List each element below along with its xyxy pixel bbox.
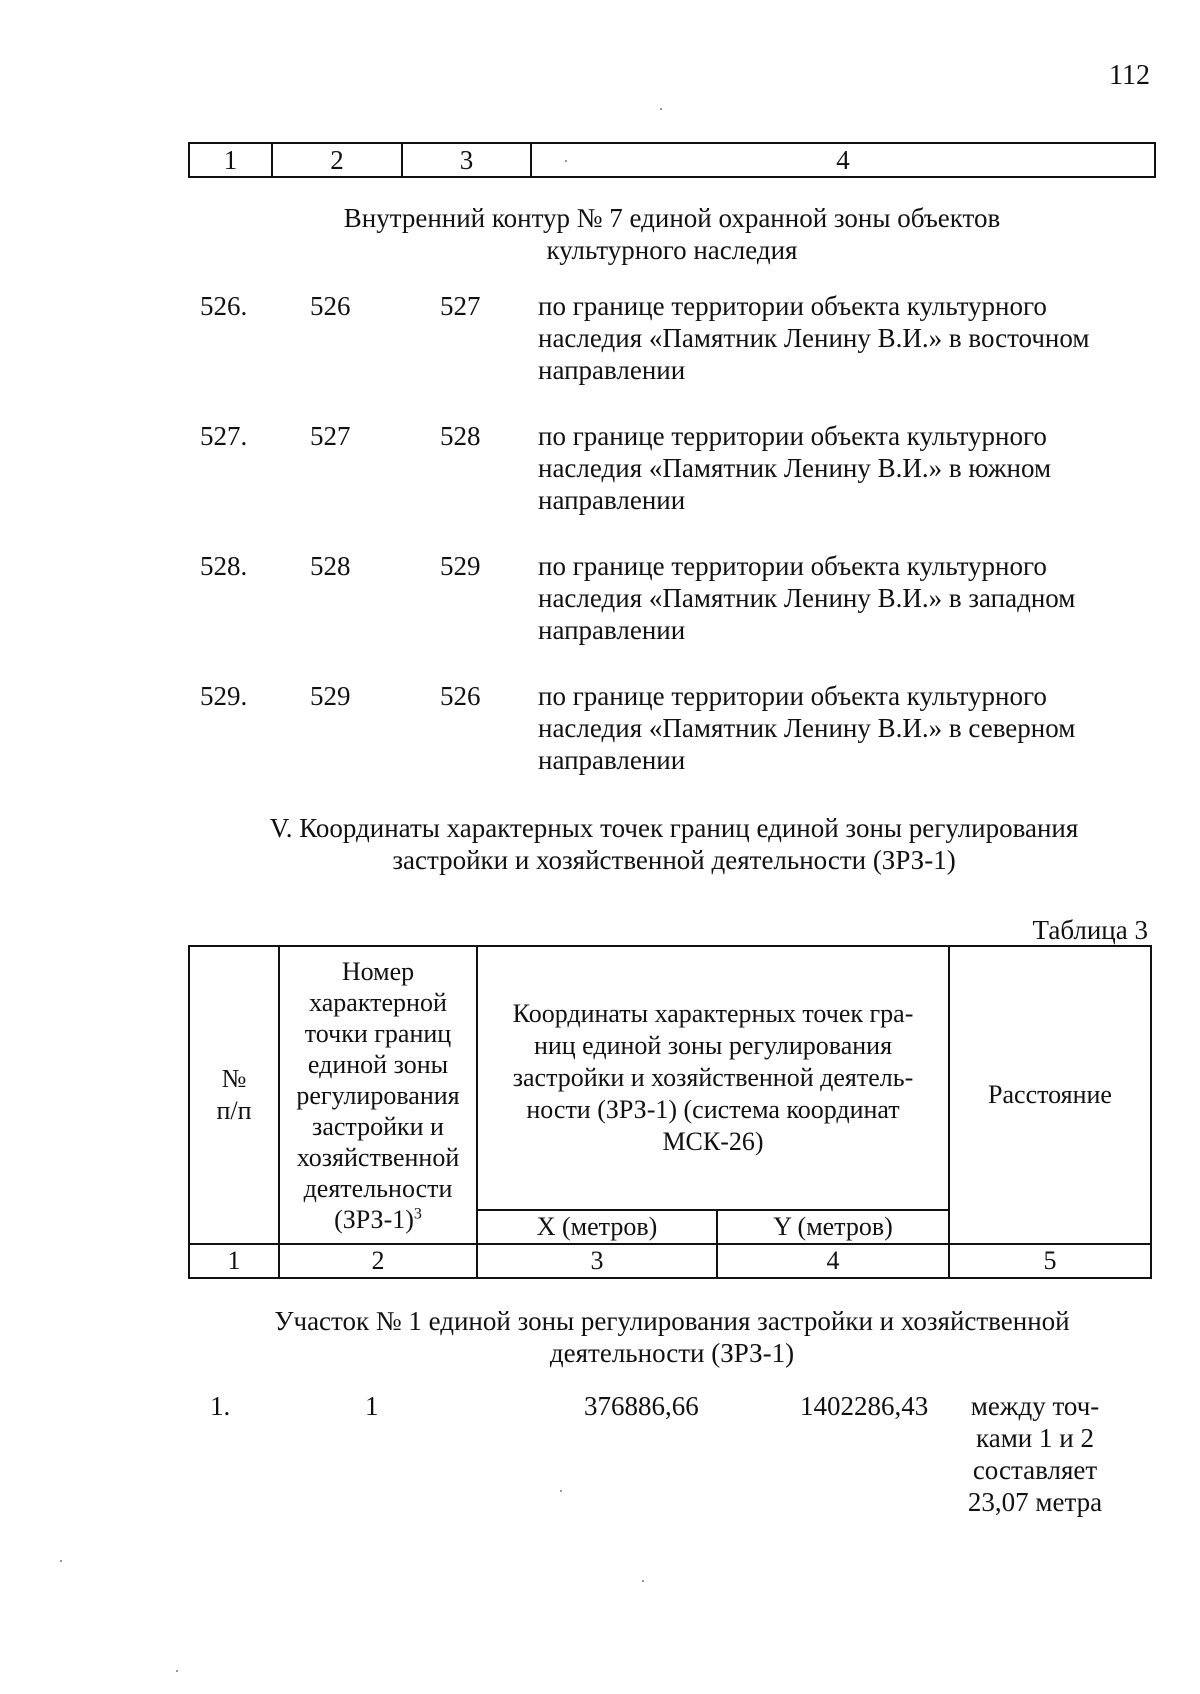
contour-title: Внутренний контур № 7 единой охранной зоны объектов культурного наследия bbox=[343, 203, 1001, 265]
row-x-coordinate: 376886,66 bbox=[584, 1391, 699, 1421]
header-cell-distance: Расстояние bbox=[949, 946, 1151, 1244]
column-number-3: 3 bbox=[402, 143, 531, 177]
row-y-coordinate: 1402286,43 bbox=[800, 1391, 929, 1421]
header-cell-number: № п/п bbox=[189, 946, 279, 1244]
segment-description: по границе территории объекта культурного наследия «Памятник Ленину В.И.» в западном направлении bbox=[538, 551, 1076, 645]
column-number-cell: 2 bbox=[279, 1244, 477, 1278]
row-number: 1. bbox=[210, 1391, 231, 1421]
scan-speck bbox=[60, 1560, 62, 1562]
page-number: 112 bbox=[1109, 60, 1150, 91]
segment-from-point: 526 bbox=[310, 291, 351, 321]
segment-from-point: 528 bbox=[310, 551, 351, 581]
scan-speck bbox=[560, 1490, 562, 1492]
scan-speck bbox=[176, 1670, 178, 1672]
column-number-2: 2 bbox=[272, 143, 402, 177]
segment-number: 526. bbox=[200, 291, 248, 321]
segment-description: по границе территории объекта культурного наследия «Памятник Ленину В.И.» в южном направлении bbox=[538, 421, 1052, 515]
scan-speck bbox=[565, 160, 567, 162]
column-number-cell: 3 bbox=[477, 1244, 717, 1278]
column-number-row bbox=[188, 142, 1156, 178]
coordinates-table-header bbox=[188, 945, 1152, 1279]
segment-to-point: 527 bbox=[440, 291, 481, 321]
scan-speck bbox=[660, 108, 662, 110]
scan-speck bbox=[642, 1580, 644, 1582]
table-label: Таблица 3 bbox=[1032, 915, 1148, 945]
header-cell-coordinates: Координаты характерных точек гра- ниц единой зоны регулирования застройки и хозяйственной деятель- ности (ЗРЗ-1) (система координат МСК-26) bbox=[477, 946, 949, 1210]
column-number-cell: 4 bbox=[717, 1244, 949, 1278]
segment-to-point: 526 bbox=[440, 681, 481, 711]
segment-description: по границе территории объекта культурного наследия «Памятник Ленину В.И.» в восточном направлении bbox=[538, 291, 1090, 385]
segment-from-point: 529 bbox=[310, 681, 351, 711]
segment-number: 529. bbox=[200, 681, 248, 711]
column-number-cell: 1 bbox=[189, 1244, 279, 1278]
segment-from-point: 527 bbox=[310, 421, 351, 451]
header-cell-point-number: Номер характерной точки границ единой зоны регулирования застройки и хозяйственной деятельности $(ЗРЗ-1)^3$ bbox=[279, 946, 477, 1244]
row-distance: между точ- ками 1 и 2 составляет 23,07 метра bbox=[967, 1391, 1103, 1517]
segment-to-point: 529 bbox=[440, 551, 481, 581]
section-title: V. Координаты характерных точек границ единой зоны регулирования застройки и хозяйственной деятельности (ЗРЗ-1) bbox=[269, 813, 1079, 875]
column-number-1: 1 bbox=[189, 143, 272, 177]
header-cell-y: Y (метров) bbox=[717, 1210, 949, 1244]
column-number-4: 4 bbox=[531, 143, 1155, 177]
header-cell-x: X (метров) bbox=[477, 1210, 717, 1244]
row-point: 1 bbox=[365, 1391, 379, 1421]
plot-title: Участок № 1 единой зоны регулирования застройки и хозяйственной деятельности (ЗРЗ-1) bbox=[274, 1306, 1070, 1368]
segment-description: по границе территории объекта культурного наследия «Памятник Ленину В.И.» в северном направлении bbox=[538, 681, 1076, 775]
segment-to-point: 528 bbox=[440, 421, 481, 451]
segment-number: 528. bbox=[200, 551, 248, 581]
segment-number: 527. bbox=[200, 421, 248, 451]
column-number-cell: 5 bbox=[949, 1244, 1151, 1278]
